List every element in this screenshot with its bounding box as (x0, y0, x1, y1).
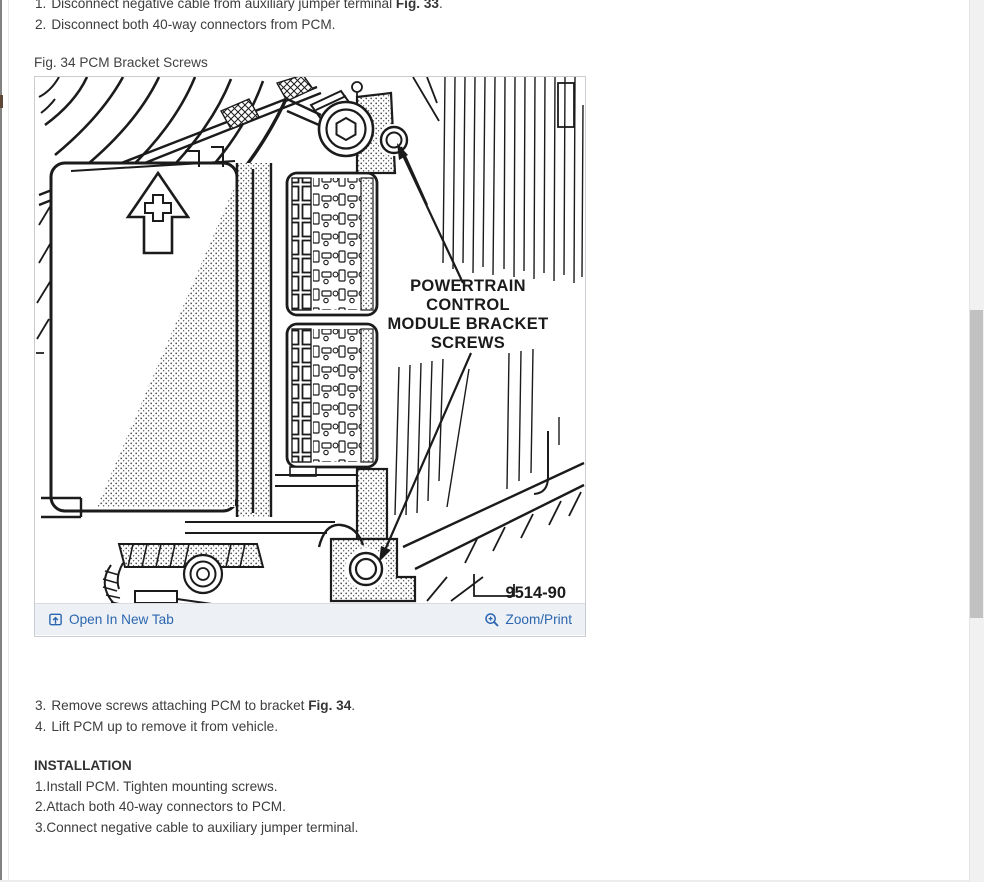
lower-panel (403, 463, 584, 601)
pcm-mount-base (103, 544, 263, 603)
installation-heading: INSTALLATION (34, 758, 132, 773)
open-in-new-tab-label: Open In New Tab (69, 612, 174, 627)
leader-line-bottom-screw (379, 353, 471, 562)
step-line: 3.Connect negative cable to auxiliary jumper terminal. (35, 819, 359, 835)
diagram-part-number: 9514-90 (505, 584, 566, 602)
figure-frame (34, 76, 586, 637)
step-line: 3. Remove screws attaching PCM to bracket Fig. 34. (35, 698, 356, 713)
installation-section (34, 756, 358, 838)
bracket-screw-top (378, 124, 410, 156)
mounting-boss (287, 99, 373, 156)
removal-steps-top (35, 0, 443, 35)
pcm-body (41, 147, 271, 517)
step-line: 1. Disconnect negative cable from auxiliary jumper terminal Fig. 33. (35, 0, 443, 11)
pcm-diagram[interactable] (35, 77, 585, 603)
scrollbar-thumb[interactable] (970, 310, 983, 618)
connector-lower (287, 324, 377, 467)
svg-text:SCREWS: SCREWS (430, 334, 506, 352)
step-line: 4. Lift PCM up to remove it from vehicle. (35, 719, 278, 734)
svg-text:CONTROL: CONTROL (426, 296, 510, 314)
edge-artifact (0, 95, 3, 108)
step-line: 2. Disconnect both 40-way connectors from PCM. (35, 17, 336, 32)
open-in-new-tab-icon (48, 612, 63, 627)
window-left-edge (0, 0, 2, 882)
zoom-print-link[interactable] (484, 612, 572, 628)
panel-divider (8, 0, 9, 882)
removal-steps-bottom (35, 695, 355, 737)
connector-upper (287, 173, 377, 315)
step-line: 1.Install PCM. Tighten mounting screws. (35, 778, 278, 794)
zoom-print-label: Zoom/Print (505, 612, 572, 627)
open-in-new-tab-link[interactable] (48, 612, 174, 627)
zoom-plus-icon (484, 612, 500, 628)
scrollbar-track[interactable] (969, 0, 984, 882)
figure-toolbar (35, 603, 585, 635)
figure-caption: Fig. 34 PCM Bracket Screws (34, 55, 208, 70)
diagram-callout-label (388, 277, 549, 352)
svg-text:MODULE BRACKET: MODULE BRACKET (387, 315, 549, 333)
step-line: 2.Attach both 40-way connectors to PCM. (35, 799, 286, 814)
svg-text:POWERTRAIN: POWERTRAIN (410, 277, 526, 295)
